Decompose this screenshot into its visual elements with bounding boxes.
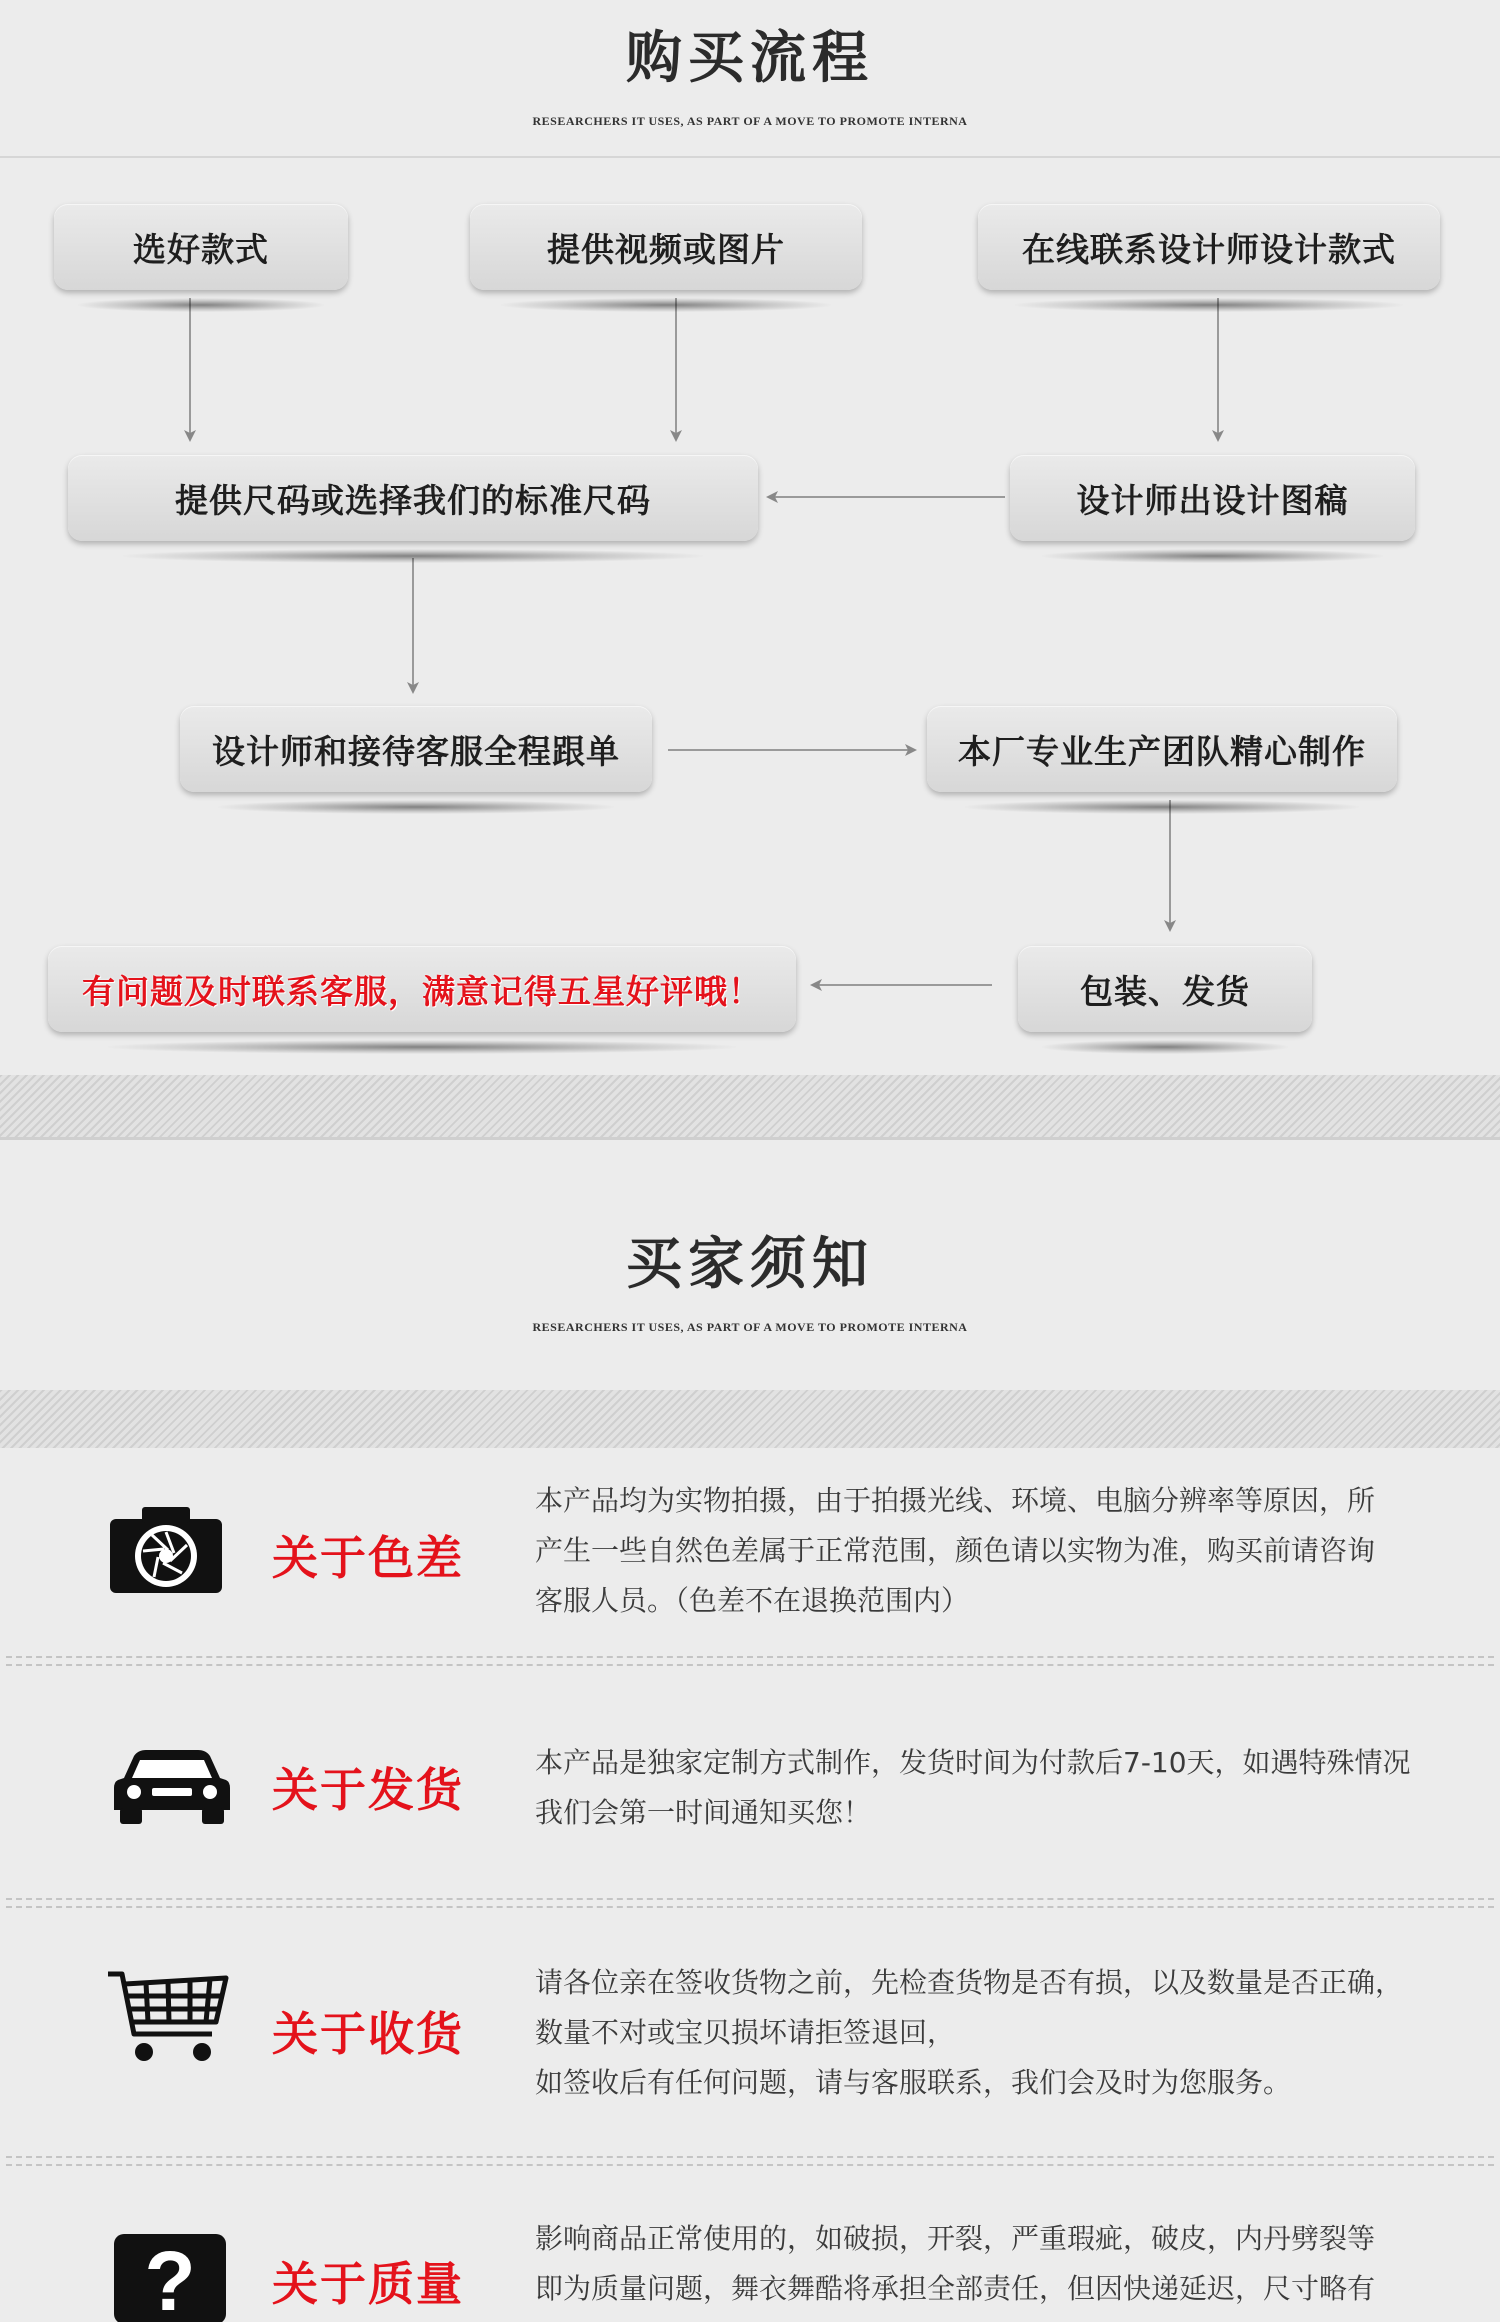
- question-mark-icon: [114, 2234, 226, 2322]
- step-follow-up: 设计师和接待客服全程跟单: [180, 706, 652, 792]
- text-line: 客服人员。（色差不在退换范围内）: [535, 1584, 970, 1617]
- text-line: 我们会第一时间通知买您！: [535, 1796, 872, 1829]
- text-line: 本产品均为实物拍摄，由于拍摄光线、环境、电脑分辨率等原因，所: [535, 1484, 1376, 1517]
- receiving-text: [535, 1958, 1455, 2108]
- step-provide-media: 提供视频或图片: [470, 204, 862, 290]
- text-line: 数量不对或宝贝损坏请拒签退回，: [535, 2016, 956, 2049]
- quality-label: 关于质量: [272, 2257, 464, 2311]
- dashed-separator: [6, 2156, 1494, 2166]
- notice-subtitle: RESEARCHERS IT USES, AS PART OF A MOVE TO PROMOTE INTERNA: [532, 1320, 968, 1334]
- text-line: 影响商品正常使用的，如破损，开裂，严重瑕疵，破皮，内丹劈裂等: [535, 2222, 1376, 2255]
- text-line: 本产品是独家定制方式制作，发货时间为付款后7-10天，如遇特殊情况: [535, 1746, 1411, 1779]
- stripe-band: [0, 1390, 1500, 1448]
- step-contact-designer: 在线联系设计师设计款式: [978, 204, 1440, 290]
- dashed-separator: [6, 1898, 1494, 1908]
- text-line: 如签收后有任何问题，请与客服联系，我们会及时为您服务。: [535, 2066, 1292, 2099]
- color-difference-label: 关于色差: [272, 1531, 464, 1585]
- step-production: 本厂专业生产团队精心制作: [927, 706, 1397, 792]
- process-subtitle: RESEARCHERS IT USES, AS PART OF A MOVE TO PROMOTE INTERNA: [532, 114, 968, 128]
- stripe-band: [0, 1075, 1500, 1137]
- process-title: 购买流程: [626, 26, 874, 91]
- step-designer-draft: 设计师出设计图稿: [1010, 455, 1415, 541]
- camera-icon: [108, 1505, 224, 1595]
- notice-title: 买家须知: [626, 1232, 874, 1297]
- text-line: 请各位亲在签收货物之前，先检查货物是否有损，以及数量是否正确，: [535, 1966, 1404, 1999]
- shopping-cart-icon: [106, 1968, 232, 2064]
- quality-text: [535, 2214, 1455, 2314]
- divider: [0, 1137, 1500, 1140]
- text-line: 即为质量问题，舞衣舞酷将承担全部责任，但因快递延迟，尺寸略有: [535, 2272, 1376, 2305]
- car-icon: [112, 1748, 232, 1824]
- step-packing: 包装、发货: [1018, 946, 1312, 1032]
- shipping-label: 关于发货: [272, 1763, 464, 1817]
- color-difference-text: [535, 1476, 1455, 1626]
- text-line: 产生一些自然色差属于正常范围，颜色请以实物为准，购买前请咨询: [535, 1534, 1376, 1567]
- step-choose-style: 选好款式: [54, 204, 348, 290]
- step-provide-size: 提供尺码或选择我们的标准尺码: [68, 455, 758, 541]
- svg-text:?: ?: [144, 2234, 196, 2322]
- step-reminder: 有问题及时联系客服，满意记得五星好评哦！: [48, 946, 796, 1032]
- shipping-text: [535, 1738, 1455, 1838]
- receiving-label: 关于收货: [272, 2007, 464, 2061]
- dashed-separator: [6, 1656, 1494, 1666]
